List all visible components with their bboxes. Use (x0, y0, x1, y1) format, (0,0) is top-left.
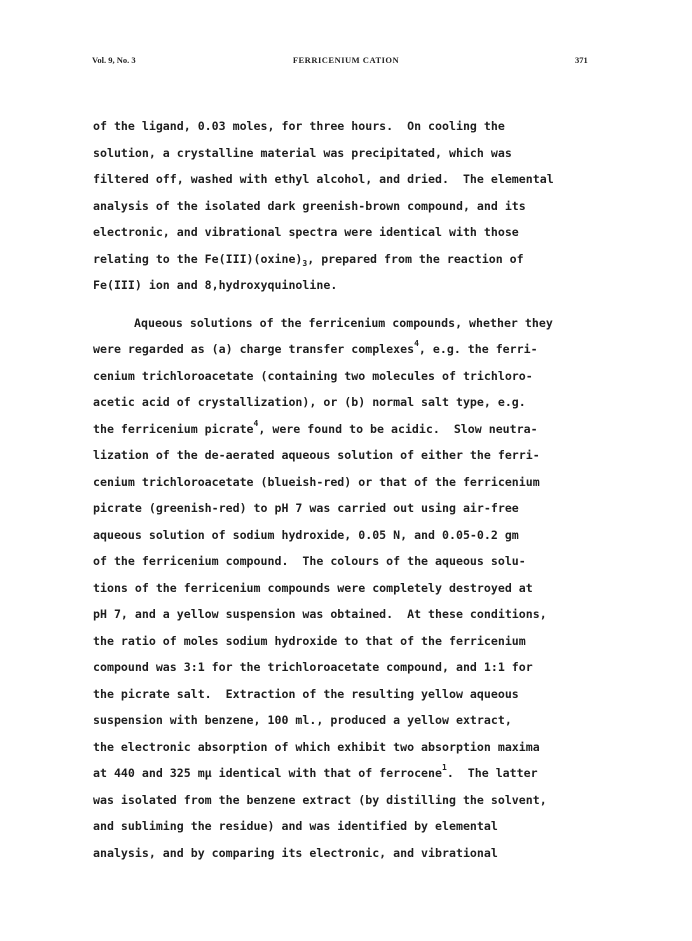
line-text: analysis of the isolated dark greenish-brown compound, and its (93, 198, 526, 213)
paragraph (93, 314, 613, 871)
line-text: of the ligand, 0.03 moles, for three hours. On cooling the (93, 119, 505, 133)
text-line (93, 144, 613, 171)
text-line (93, 340, 613, 367)
line-text: picrate (greenish-red) to pH 7 was carried out using air-free (93, 501, 519, 515)
text-line (93, 197, 613, 224)
line-text: lization of the de-aerated aqueous solution of either the ferri- (93, 448, 540, 462)
line-text: of the ferricenium compound. The colours of the aqueous solu- (93, 554, 526, 568)
text-line (93, 632, 613, 659)
footnote-reference: 1 (442, 763, 447, 772)
subscript: 3 (302, 258, 308, 268)
text-line (93, 223, 613, 250)
text-line (93, 526, 613, 553)
line-text: were regarded as (a) charge transfer complexes (93, 342, 415, 356)
text-line (93, 499, 613, 526)
text-line (93, 393, 613, 420)
text-line (93, 420, 613, 447)
running-title: FERRICENIUM CATION (292, 55, 400, 65)
text-line (93, 276, 613, 303)
page-header (0, 55, 692, 69)
text-line (93, 579, 613, 606)
line-text: relating to the Fe(III)(oxine) (93, 251, 303, 266)
line-text: filtered off, washed with ethyl alcohol, and dried. The elemental (93, 172, 554, 186)
line-text: Fe(III) ion and 8,hydroxyquinoline. (93, 278, 338, 292)
text-line (93, 314, 613, 341)
line-text: at 440 and 325 mμ identical with that of ferrocene (93, 766, 443, 780)
line-text: , e.g. the ferri- (418, 342, 538, 356)
line-text: aqueous solution of sodium hydroxide, 0.05 N, and 0.05-0.2 gm (93, 527, 519, 542)
line-text: tions of the ferricenium compounds were completely destroyed at (93, 580, 533, 595)
line-text: the electronic absorption of which exhibit two absorption maxima (93, 739, 540, 754)
line-text: compound was 3:1 for the trichloroacetate compound, and 1:1 for (93, 660, 533, 674)
line-text: solution, a crystalline material was precipitated, which was (93, 145, 512, 160)
line-text: was isolated from the benzene extract (by distilling the solvent, (93, 792, 547, 807)
text-line (93, 552, 613, 579)
text-line (93, 791, 613, 818)
text-line (93, 170, 613, 197)
line-text: analysis, and by comparing its electronic, and vibrational (93, 845, 498, 860)
line-text: and subliming the residue) and was identified by elemental (93, 819, 498, 833)
line-text: cenium trichloroacetate (containing two molecules of trichloro- (93, 368, 533, 383)
line-text: acetic acid of crystallization), or (b) normal salt type, e.g. (93, 395, 526, 409)
line-text: the picrate salt. Extraction of the resulting yellow aqueous (93, 686, 519, 701)
text-line (93, 844, 613, 871)
text-line (93, 473, 613, 500)
line-text: the ferricenium picrate (93, 421, 254, 436)
line-text: electronic, and vibrational spectra were identical with those (93, 225, 519, 239)
journal-volume: Vol. 9, No. 3 (92, 55, 136, 65)
line-text: pH 7, and a yellow suspension was obtained. At these conditions, (93, 607, 547, 621)
article-body (93, 117, 613, 870)
line-text: suspension with benzene, 100 ml., produced a yellow extract, (93, 713, 512, 727)
text-line (93, 605, 613, 632)
footnote-reference: 4 (253, 418, 259, 428)
text-line (93, 711, 613, 738)
footnote-reference: 4 (414, 339, 419, 348)
line-text: cenium trichloroacetate (blueish-red) or that of the ferricenium (93, 474, 540, 489)
text-line (93, 250, 613, 277)
text-line (93, 367, 613, 394)
text-line (93, 764, 613, 791)
paragraph (93, 117, 613, 303)
text-line (93, 738, 613, 765)
text-line (93, 817, 613, 844)
line-text: Aqueous solutions of the ferricenium compounds, whether they (134, 315, 553, 330)
text-line (93, 658, 613, 685)
text-line (93, 117, 613, 144)
line-text: the ratio of moles sodium hydroxide to that of the ferricenium (93, 633, 526, 648)
text-line (93, 446, 613, 473)
line-text: , prepared from the reaction of (307, 251, 524, 266)
text-line (93, 685, 613, 712)
line-text: . The latter (446, 766, 538, 780)
line-text: , were found to be acidic. Slow neutra- (258, 421, 538, 436)
page-number: 371 (575, 55, 588, 65)
